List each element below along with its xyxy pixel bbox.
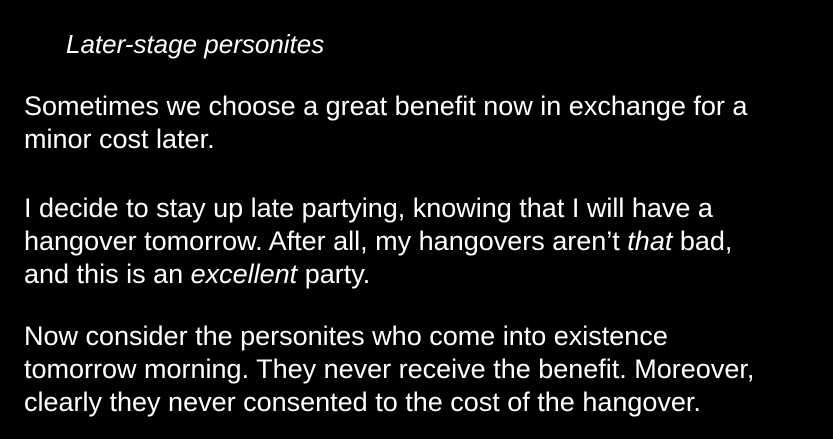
paragraph-2-line-2-end: bad, bbox=[672, 226, 733, 256]
paragraph-2-line-2-start: hangover tomorrow. After all, my hangovers aren’t bbox=[24, 226, 628, 256]
slide-title: Later-stage personites bbox=[66, 29, 325, 59]
paragraph-benefit-cost bbox=[24, 90, 824, 156]
paragraph-2-line-2 bbox=[24, 225, 824, 258]
paragraph-1-line-1: Sometimes we choose a great benefit now in exchange for a bbox=[24, 91, 748, 121]
paragraph-2-line-1: I decide to stay up late partying, knowing that I will have a bbox=[24, 193, 713, 223]
paragraph-partying-example bbox=[24, 192, 824, 291]
paragraph-3-line-1: Now consider the personites who come into existence bbox=[24, 321, 668, 351]
paragraph-1-line-2: minor cost later. bbox=[24, 124, 215, 154]
emphasis-that: that bbox=[627, 226, 673, 256]
paragraph-personites bbox=[24, 320, 824, 419]
paragraph-3-line-2: tomorrow morning. They never receive the benefit. Moreover, bbox=[24, 354, 755, 384]
emphasis-excellent: excellent bbox=[190, 259, 298, 289]
paragraph-2-line-3 bbox=[24, 258, 824, 291]
paragraph-2-line-3-start: and this is an bbox=[24, 259, 191, 289]
paragraph-3-line-3: clearly they never consented to the cost of the hangover. bbox=[24, 387, 701, 417]
paragraph-2-line-3-end: party. bbox=[297, 259, 371, 289]
